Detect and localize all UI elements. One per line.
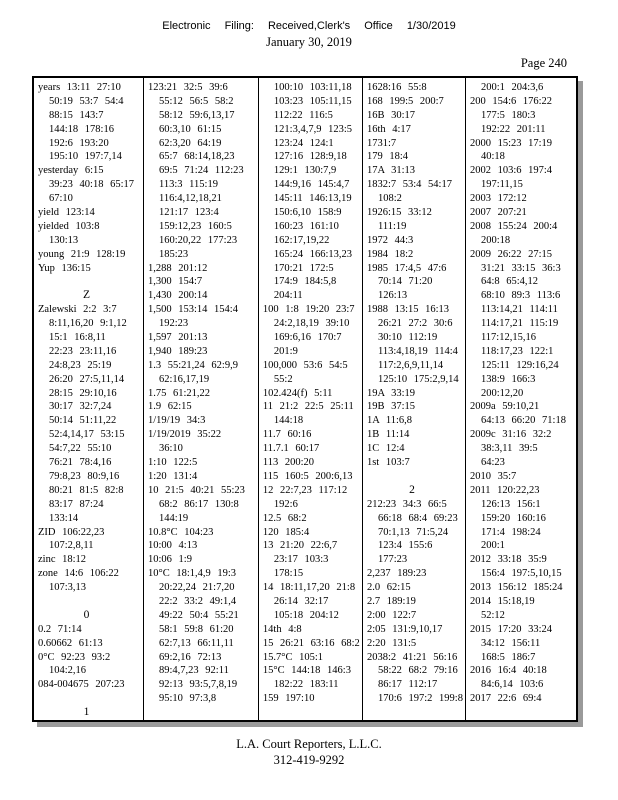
- index-line: 30:17 32:7,24: [49, 401, 112, 413]
- index-line: 204:11: [273, 290, 303, 302]
- index-line: 10:00 4:13: [148, 540, 198, 552]
- index-line: 2017 22:6 69:4: [469, 693, 542, 705]
- index-line: 084-004675 207:23: [38, 679, 125, 691]
- index-line: [367, 470, 463, 484]
- index-line: 113:14,21 114:11: [480, 304, 558, 316]
- index-line: 177:5 180:3: [480, 109, 536, 121]
- index-line: 70:1,13 71:5,24: [377, 526, 449, 538]
- index-line: 117:2,6,9,11,14: [377, 359, 444, 371]
- index-line: 55:12 56:5 58:2: [159, 95, 234, 107]
- index-line: 0.2 71:14: [38, 623, 82, 635]
- index-line: 192:22 201:11: [480, 123, 546, 135]
- index-line: 12.5 68:2: [262, 512, 307, 524]
- index-line: 1,597 201:13: [148, 332, 208, 344]
- index-column: [466, 78, 576, 720]
- index-line: 31:21 33:15 36:3: [480, 262, 561, 274]
- index-line: 125:10 175:2,9,14: [377, 373, 459, 385]
- index-line: 2008 155:24 200:4: [469, 220, 558, 232]
- index-line: years 13:11 27:10: [38, 82, 121, 93]
- index-line: 11.7 60:16: [262, 429, 312, 441]
- index-line: 159:12,23 160:5: [159, 220, 232, 232]
- index-line: 2002 103:6 197:4: [469, 165, 553, 177]
- index-line: 23:17 103:3: [273, 554, 329, 566]
- index-line: 2003 172:12: [469, 193, 527, 205]
- index-line: 120 185:4: [262, 526, 310, 538]
- index-line: 144:18: [273, 415, 304, 427]
- index-line: 2000 15:23 17:19: [469, 137, 553, 149]
- index-line: 26:14 32:17: [273, 595, 329, 607]
- index-table: [32, 76, 578, 722]
- index-line: 1,288 201:12: [148, 262, 208, 274]
- index-line: 20:22,24 21:7,20: [159, 582, 235, 594]
- index-line: 200:18: [480, 234, 511, 246]
- index-line: 2,237 189:23: [366, 568, 427, 580]
- index-line: 1984 18:2: [366, 248, 414, 260]
- index-line: 105:18 204:12: [273, 609, 339, 621]
- index-line: 1.3 55:21,24 62:9,9: [148, 359, 238, 371]
- index-line: 80:21 81:5 82:8: [49, 484, 124, 496]
- index-line: 69:5 71:24 112:23: [159, 165, 244, 177]
- index-line: zone 14:6 106:22: [38, 568, 119, 580]
- index-line: 160:23 161:10: [273, 220, 339, 232]
- index-line: 178:15: [273, 568, 304, 580]
- index-line: 170:6 197:2 199:8: [377, 693, 463, 705]
- index-line: 123:4 155:6: [377, 540, 433, 552]
- index-line: 1926:15 33:12: [366, 207, 432, 219]
- index-line: 171:4 198:24: [480, 526, 541, 538]
- index-line: 62:16,17,19: [159, 373, 210, 385]
- index-line: 30:10 112:19: [377, 332, 438, 344]
- index-line: 2009a 59:10,21: [469, 401, 540, 413]
- index-line: 2:20 131:5: [366, 637, 417, 649]
- index-line: 185:23: [159, 248, 189, 260]
- index-line: Yup 136:15: [38, 262, 91, 274]
- index-line: 17A 31:13: [366, 165, 416, 177]
- index-line: 2009 26:22 27:15: [469, 248, 553, 260]
- index-line: 95:10 97:3,8: [159, 693, 217, 705]
- index-line: 52:4,14,17 53:15: [49, 429, 125, 441]
- index-line: 1.9 62:15: [148, 401, 192, 413]
- index-line: 24:8,23 25:19: [49, 359, 112, 371]
- index-line: 127:16 128:9,18: [273, 151, 347, 163]
- index-line: 34:12 156:11: [480, 637, 541, 649]
- index-line: 115 160:5 200:6,13: [262, 470, 353, 482]
- index-line: 130:13: [49, 234, 79, 246]
- index-line: 16B 30:17: [366, 109, 416, 121]
- index-line: 212:23 34:3 66:5: [366, 498, 447, 510]
- index-line: 14 18:11,17,20 21:8: [262, 582, 356, 594]
- index-line: 2007 207:21: [469, 207, 527, 219]
- index-line: 49:22 50:4 55:21: [159, 609, 239, 621]
- index-line: 1/19/19 34:3: [148, 415, 206, 427]
- index-line: 100,000 53:6 54:5: [262, 359, 348, 371]
- index-line: [38, 692, 141, 706]
- index-line: 1972 44:3: [366, 234, 414, 246]
- index-line: 58:12 59:6,13,17: [159, 109, 235, 121]
- index-line: 1A 11:6,8: [366, 415, 412, 427]
- index-line: 68:2 86:17 130:8: [159, 498, 239, 510]
- index-line: 64:23: [480, 457, 505, 469]
- index-column: [363, 78, 466, 720]
- index-line: 2038:2 41:21 56:16: [366, 651, 458, 663]
- index-column: [34, 78, 144, 720]
- index-line: 144:9,16 145:4,7: [273, 179, 350, 191]
- index-line: 2012 33:18 35:9: [469, 554, 547, 566]
- index-line: 10.8°C 104:23: [148, 526, 214, 538]
- index-line: 125:11 129:16,24: [480, 359, 559, 371]
- index-line: 50:14 51:11,22: [49, 415, 117, 427]
- index-line: 165:24 166:13,23: [273, 248, 352, 260]
- index-line: 15.7°C 105:1: [262, 651, 324, 663]
- index-column: [259, 78, 363, 720]
- index-line: 58:1 59:8 61:20: [159, 623, 234, 635]
- index-line: 133:14: [49, 512, 79, 524]
- index-line: 150:6,10 158:9: [273, 207, 342, 219]
- index-line: 62:3,20 64:19: [159, 137, 222, 149]
- index-line: 1628:16 55:8: [366, 82, 427, 93]
- index-line: 15 26:21 63:16 68:2: [262, 637, 360, 649]
- index-line: 179 18:4: [366, 151, 409, 163]
- index-line: 11.7.1 60:17: [262, 443, 320, 455]
- index-line: 103:23 105:11,15: [273, 95, 352, 107]
- index-line: 10:06 1:9: [148, 554, 192, 566]
- index-line: 113:3 115:19: [159, 179, 218, 191]
- index-line: young 21:9 128:19: [38, 248, 126, 260]
- index-line: 22:2 33:2 49:1,4: [159, 595, 237, 607]
- index-line: 58:22 68:2 79:16: [377, 665, 458, 677]
- index-line: ZID 106:22,23: [38, 526, 105, 538]
- index-line: 1.75 61:21,22: [148, 387, 211, 399]
- index-line: [38, 595, 141, 609]
- index-line: zinc 18:12: [38, 554, 87, 566]
- index-line: 2: [409, 483, 415, 496]
- index-line: 1st 103:7: [366, 457, 410, 469]
- index-line: 86:17 112:17: [377, 679, 438, 691]
- index-line: 8:11,16,20 9:1,12: [49, 318, 127, 330]
- index-line: 126:13 156:1: [480, 498, 541, 510]
- date-header: January 30, 2019: [266, 35, 352, 49]
- index-line: 145:11 146:13,19: [273, 193, 352, 205]
- index-line: 100:10 103:11,18: [273, 82, 352, 93]
- index-line: 39:23 40:18 65:17: [49, 179, 135, 191]
- index-line: 1,430 200:14: [148, 290, 208, 302]
- index-line: 114:17,21 115:19: [480, 318, 559, 330]
- index-line: 38:3,11 39:5: [480, 443, 538, 455]
- index-line: 52:12: [480, 609, 505, 621]
- index-line: 40:18: [480, 151, 505, 163]
- index-column: [144, 78, 259, 720]
- index-line: yielded 103:8: [38, 220, 100, 232]
- footer-phone: 312-419-9292: [273, 753, 345, 767]
- index-line: 2010 35:7: [469, 470, 517, 482]
- index-line: 123:24 124:1: [273, 137, 334, 149]
- index-line: 107:2,8,11: [49, 540, 94, 552]
- index-line: 118:17,23 122:1: [480, 345, 554, 357]
- index-line: 79:8,23 80:9,16: [49, 470, 120, 482]
- index-line: 2.7 189:19: [366, 595, 416, 607]
- index-line: 2013 156:12 185:24: [469, 582, 563, 594]
- index-line: 24:2,18,19 39:10: [273, 318, 350, 330]
- index-line: 102.424(f) 5:11: [262, 387, 333, 399]
- index-line: 111:19: [377, 220, 407, 232]
- index-line: 26:20 27:5,11,14: [49, 373, 125, 385]
- index-line: 1C 12:4: [366, 443, 405, 455]
- index-line: 197:11,15: [480, 179, 523, 191]
- index-line: 116:4,12,18,21: [159, 193, 222, 205]
- index-line: 1988 13:15 16:13: [366, 304, 450, 316]
- index-line: 16th 4:17: [366, 123, 411, 135]
- index-line: 121:3,4,7,9 123:5: [273, 123, 352, 135]
- index-line: 84:6,14 103:6: [480, 679, 544, 691]
- index-line: 60:3,10 61:15: [159, 123, 222, 135]
- index-line: 200:12,20: [480, 387, 524, 399]
- index-line: yesterday 6:15: [38, 165, 104, 177]
- index-line: 192:23: [159, 318, 189, 330]
- index-line: 69:2,16 72:13: [159, 651, 222, 663]
- index-line: 10 21:5 40:21 55:23: [148, 484, 245, 496]
- index-line: 169:6,16 170:7: [273, 332, 342, 344]
- index-line: 192:6 193:20: [49, 137, 109, 149]
- index-line: 112:22 116:5: [273, 109, 333, 121]
- index-line: 10°C 18:1,4,9 19:3: [148, 568, 237, 580]
- index-line: 201:9: [273, 345, 298, 357]
- index-line: 83:17 87:24: [49, 498, 104, 510]
- index-line: 0.60662 61:13: [38, 637, 103, 649]
- index-line: 12 22:7,23 117:12: [262, 484, 348, 496]
- index-line: 88:15 143:7: [49, 109, 104, 121]
- index-line: 160:20,22 177:23: [159, 234, 238, 246]
- filing-header: Electronic Filing: Received,Clerk's Office 1/30/2019: [162, 20, 456, 32]
- index-line: 11 21:2 22:5 25:11: [262, 401, 354, 413]
- page-number: Page 240: [520, 56, 567, 70]
- index-line: 1: [83, 706, 90, 719]
- index-line: 0: [83, 608, 90, 621]
- index-line: 2011 120:22,23: [469, 484, 540, 496]
- index-line: 36:10: [159, 443, 183, 455]
- index-line: 62:7,13 66:11,11: [159, 637, 234, 649]
- index-line: 15:1 16:8,11: [49, 332, 106, 344]
- index-line: 159:20 160:16: [480, 512, 546, 524]
- index-line: 1,940 189:23: [148, 345, 208, 357]
- index-line: 1B 11:14: [366, 429, 410, 441]
- index-line: 1/19/2019 35:22: [148, 429, 222, 441]
- index-line: yield 123:14: [38, 207, 95, 219]
- index-line: 2:05 131:9,10,17: [366, 623, 443, 635]
- index-line: 138:9 166:3: [480, 373, 536, 385]
- index-line: 1832:7 53:4 54:17: [366, 179, 452, 191]
- index-line: 1,500 153:14 154:4: [148, 304, 238, 316]
- index-line: 2:00 122:7: [366, 609, 417, 621]
- index-line: 129:1 130:7,9: [273, 165, 337, 177]
- index-line: 200:1 204:3,6: [480, 82, 544, 93]
- index-line: 26:21 27:2 30:6: [377, 318, 453, 330]
- footer-company: L.A. Court Reporters, L.L.C.: [236, 737, 382, 751]
- index-line: 92:13 93:5,7,8,19: [159, 679, 238, 691]
- index-line: 65:7 68:14,18,23: [159, 151, 235, 163]
- index-line: [38, 275, 141, 289]
- index-line: 126:13: [377, 290, 408, 302]
- index-line: 13 21:20 22:6,7: [262, 540, 338, 552]
- index-line: 200 154:6 176:22: [469, 95, 553, 107]
- index-line: 67:10: [49, 193, 73, 205]
- index-line: 170:21 172:5: [273, 262, 334, 274]
- index-line: 2014 15:18,19: [469, 595, 535, 607]
- index-line: 19A 33:19: [366, 387, 416, 399]
- index-line: 1,300 154:7: [148, 276, 203, 288]
- index-line: 104:2,16: [49, 665, 87, 677]
- index-line: 108:2: [377, 193, 402, 205]
- index-line: 15°C 144:18 146:3: [262, 665, 351, 677]
- index-line: 19B 37:15: [366, 401, 416, 413]
- index-line: 121:17 123:4: [159, 207, 219, 219]
- index-line: 168 199:5 200:7: [366, 95, 444, 107]
- index-line: 70:14 71:20: [377, 276, 433, 288]
- index-line: 1:20 131:4: [148, 470, 198, 482]
- index-line: 66:18 68:4 69:23: [377, 512, 458, 524]
- index-line: 144:19: [159, 512, 189, 524]
- index-line: 113:4,18,19 114:4: [377, 345, 458, 357]
- index-line: 55:2: [273, 373, 293, 385]
- index-line: 195:10 197:7,14: [49, 151, 122, 163]
- index-line: Zalewski 2:2 3:7: [38, 304, 117, 316]
- index-line: 123:21 32:5 39:6: [148, 82, 228, 93]
- index-line: 14th 4:8: [262, 623, 302, 635]
- index-line: 113 200:20: [262, 457, 315, 469]
- index-line: 168:5 186:7: [480, 651, 536, 663]
- index-line: 200:1: [480, 540, 505, 552]
- index-line: 89:4,7,23 92:11: [159, 665, 229, 677]
- index-line: 2015 17:20 33:24: [469, 623, 553, 635]
- index-line: 144:18 178:16: [49, 123, 114, 135]
- index-line: 182:22 183:11: [273, 679, 339, 691]
- index-line: 159 197:10: [262, 693, 315, 705]
- index-line: 107:3,13: [49, 582, 87, 594]
- index-line: Z: [82, 289, 91, 302]
- index-line: 64:8 65:4,12: [480, 276, 539, 288]
- index-line: 1985 17:4,5 47:6: [366, 262, 447, 274]
- index-line: 117:12,15,16: [480, 332, 536, 344]
- index-line: 64:13 66:20 71:18: [480, 415, 566, 427]
- index-line: 162:17,19,22: [273, 234, 330, 246]
- index-line: 76:21 78:4,16: [49, 457, 112, 469]
- index-line: 156:4 197:5,10,15: [480, 568, 562, 580]
- index-line: 22:23 23:11,16: [49, 345, 117, 357]
- index-line: 2.0 62:15: [366, 582, 411, 594]
- index-line: 0°C 92:23 93:2: [38, 651, 111, 663]
- index-line: 1731:7: [366, 137, 397, 149]
- index-line: 2009c 31:16 32:2: [469, 429, 552, 441]
- index-line: 68:10 89:3 113:6: [480, 290, 561, 302]
- index-line: 28:15 29:10,16: [49, 387, 117, 399]
- index-line: 1:10 122:5: [148, 457, 198, 469]
- index-line: 50:19 53:7 54:4: [49, 95, 124, 107]
- index-line: 100 1:8 19:20 23:7: [262, 304, 355, 316]
- index-line: 177:23: [377, 554, 408, 566]
- index-line: 174:9 184:5,8: [273, 276, 337, 288]
- index-line: 54:7,22 55:10: [49, 443, 112, 455]
- index-line: 192:6: [273, 498, 298, 510]
- index-line: 2016 16:4 40:18: [469, 665, 547, 677]
